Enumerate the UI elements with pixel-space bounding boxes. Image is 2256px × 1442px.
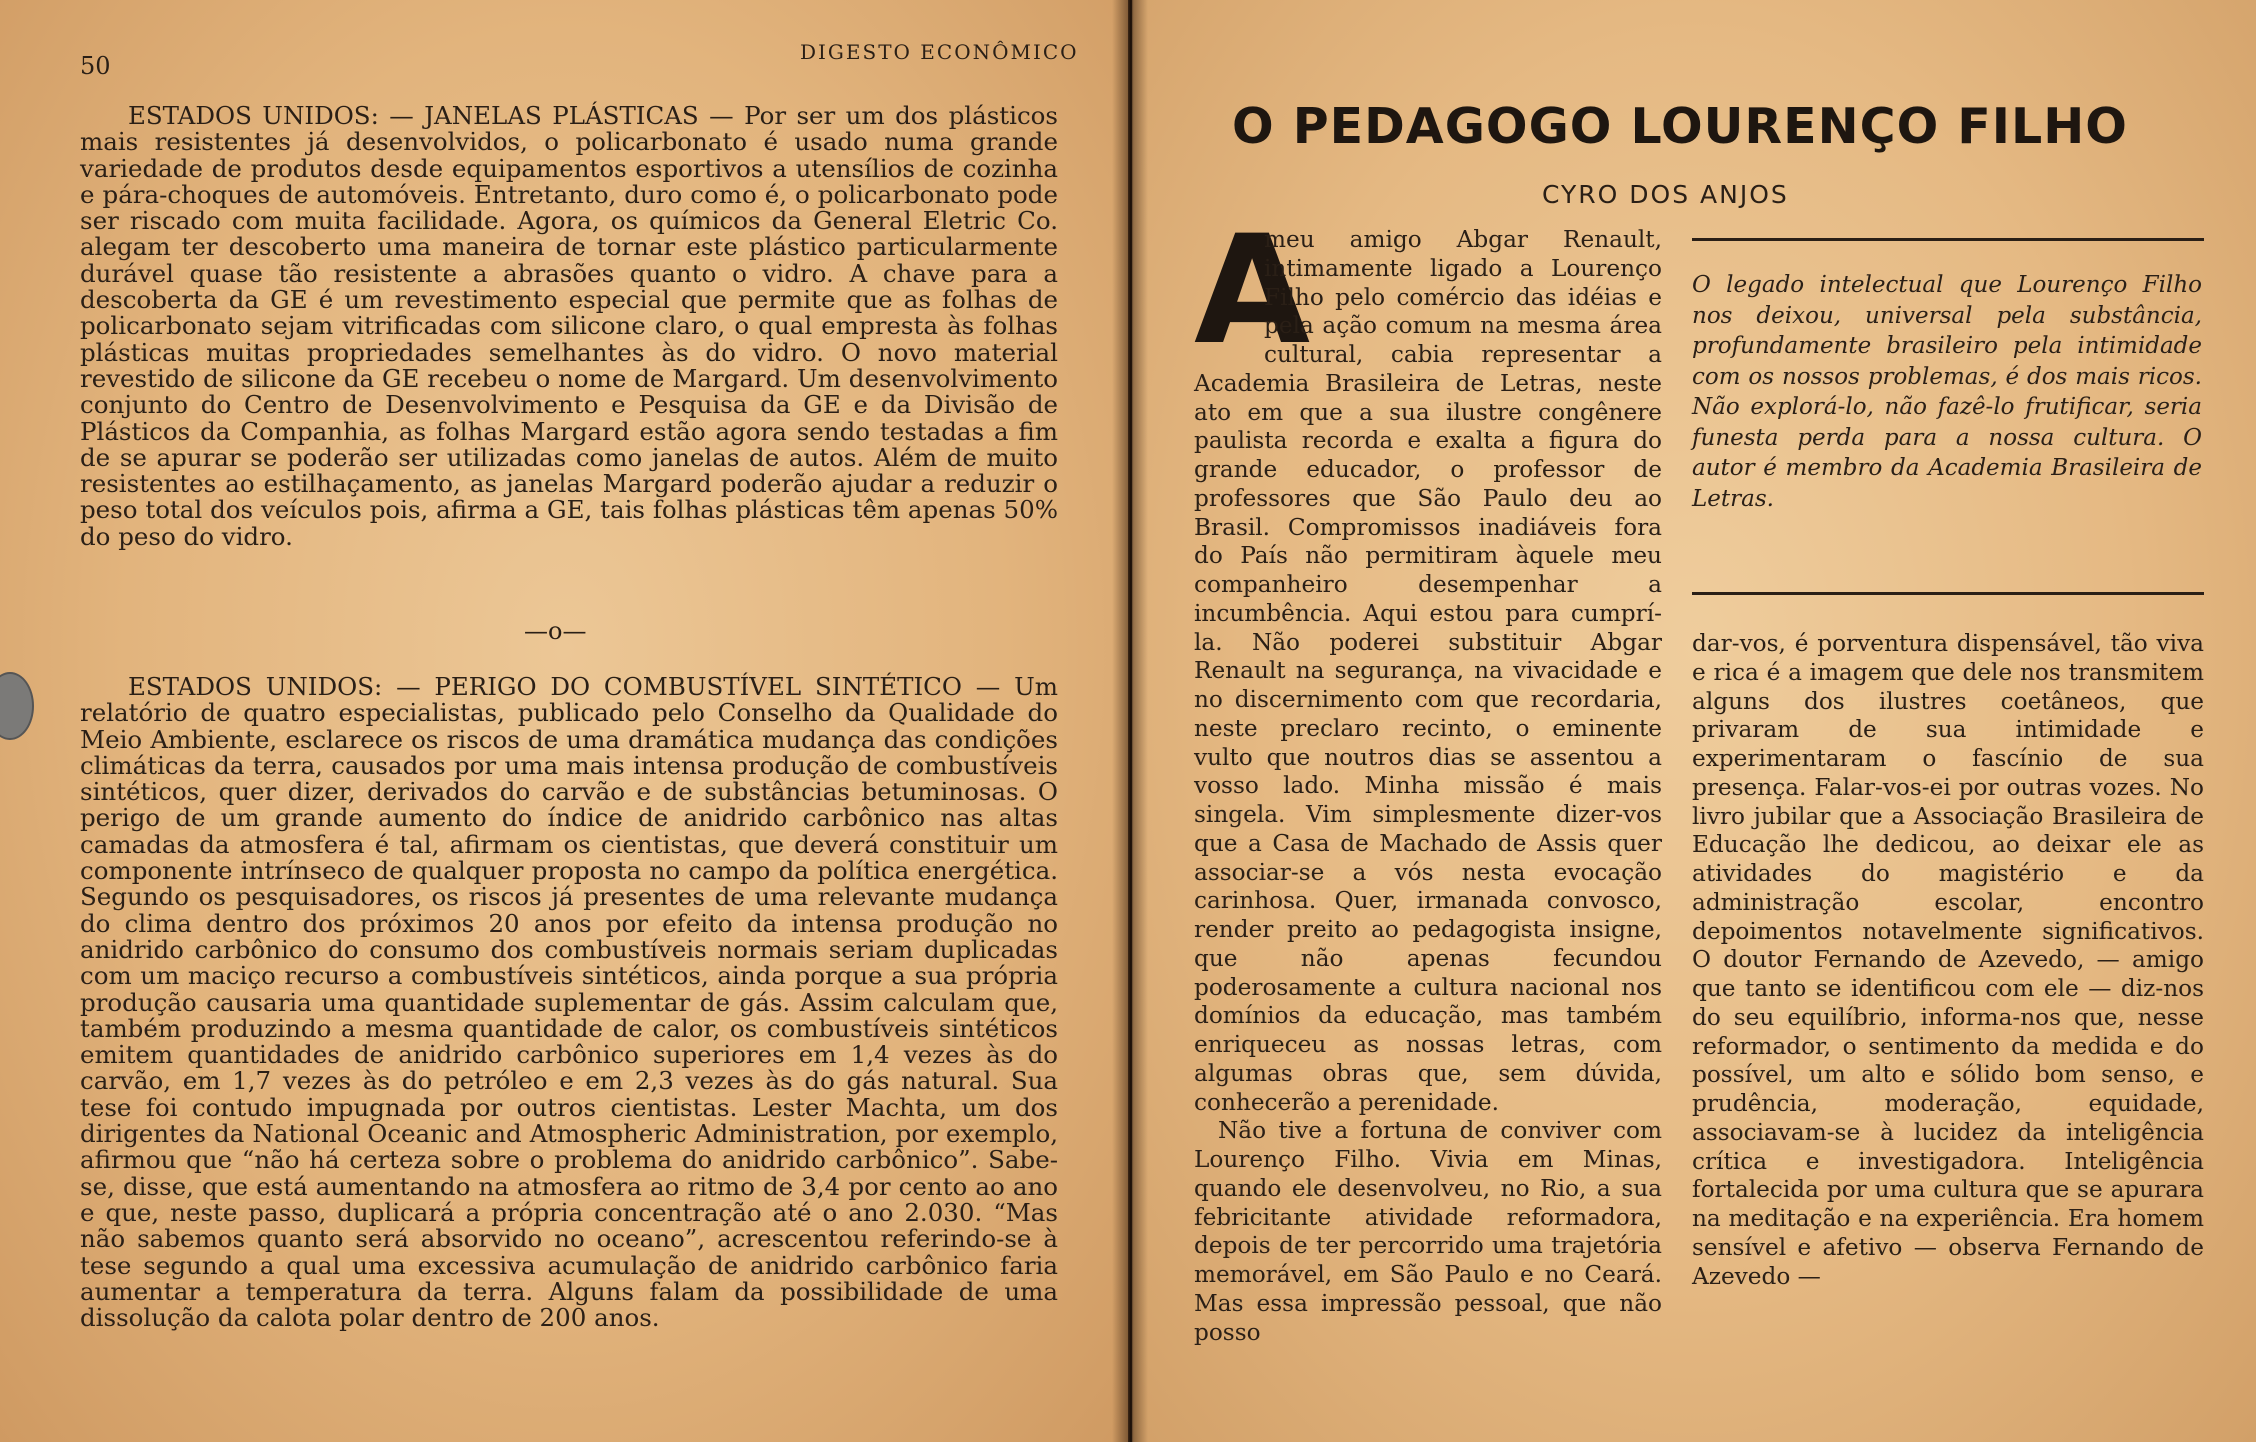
- article-author: CYRO DOS ANJOS: [1542, 180, 1789, 209]
- article-janelas-plasticas: ESTADOS UNIDOS: — JANELAS PLÁSTICAS — Por ser um dos plásticos mais resistentes já desenvolvidos, o policarbonato é usado numa grande variedade de produtos desde equipamentos esportivos a utensílios de cozinha e pára-choques de automóveis. Entretanto, duro como é, o policarbonato pode ser riscado com muita facilidade. Agora, os químicos da General Eletric Co. alegam ter descoberto uma maneira de tornar este plástico particularmente durável quase tão resistente a abrasões quanto o vidro. A chave para a descoberta da GE é um revestimento especial que permite que as folhas de policarbonato sejam vitrificadas com silicone claro, o qual empresta às folhas plásticas muitas propriedades semelhantes às do vidro. O novo material revestido de silicone da GE recebeu o nome de Margard. Um desenvolvimento conjunto do Centro de Desenvolvimento e Pesquisa da GE e da Divisão de Plásticos da Companhia, as folhas Margard estão agora sendo testadas a fim de se apurar se poderão ser utilizadas como janelas de autos. Além de muito resistentes ao estilhaçamento, as janelas Margard poderão ajudar a reduzir o peso total dos veículos pois, afirma a GE, tais folhas plásticas têm apenas 50% do peso do vidro.: [80, 101, 1058, 551]
- article-title: O PEDAGOGO LOURENÇO FILHO: [1232, 98, 2128, 155]
- article-combustivel-sintetico: ESTADOS UNIDOS: — PERIGO DO COMBUSTÍVEL SINTÉTICO — Um relatório de quatro especialistas, publicado pelo Conselho da Qualidade do Meio Ambiente, esclarece os riscos de uma dramática mudança das condições climáticas da terra, causados por uma mais intensa produção de combustíveis sintéticos, quer dizer, derivados do carvão e de substâncias betuminosas. O perigo de um grande aumento do índice de anidrido carbônico nas altas camadas da atmosfera é tal, afirmam os cientistas, que deverá constituir um componente intrínseco de qualquer proposta no campo da política energética. Segundo os pesquisadores, os riscos já presentes de uma relevante mudança do clima dentro dos próximos 20 anos por efeito da intensa produção no anidrido carbônico do consumo dos combustíveis normais seriam duplicadas com um maciço recurso a combustíveis sintéticos, ainda porque a sua própria produção causaria uma quantidade suplementar de gás. Assim calculam que, também produzindo a mesma quantidade de calor, os combustíveis sintéticos emitem quantidades de anidrido carbônico superiores em 1,4 vezes às do carvão, em 1,7 vezes às do petróleo e em 2,3 vezes às do gás natural. Sua tese foi contudo impugnada por outros cientistas. Lester Machta, um dos dirigentes da National Oceanic and Atmospheric Administration, por exemplo, afirmou que “não há certeza sobre o problema do anidrido carbônico”. Sabe-se, disse, que está aumentando na atmosfera ao ritmo de 3,4 por cento ao ano e que, neste passo, duplicará a própria concentração até o ano 2.030. “Mas não sabemos quanto será absorvido no oceano”, acrescentou referindo-se à tese segundo a qual uma excessiva acumulação de anidrido carbônico faria aumentar a temperatura da terra. Alguns falam da possibilidade de uma dissolução da calota polar dentro de 200 anos.: [80, 672, 1058, 1333]
- binding-hole: [0, 672, 34, 740]
- right-page: [1132, 0, 2256, 1442]
- paragraph: dar-vos, é porventura dispensável, tão viva e rica é a imagem que dele nos transmitem alguns dos ilustres coetâneos, que privaram de sua intimidade e experimentaram o fascínio de sua presença. Falar-vos-ei por outras vozes. No livro jubilar que a Associação Brasileira de Educação lhe dedicou, ao deixar ele as atividades do magistério e da administração escolar, encontro depoimentos notavelmente significativos. O doutor Fernando de Azevedo, — amigo que tanto se identificou com ele — diz-nos do seu equilíbrio, informa-nos que, nesse reformador, o sentimento da medida e do possível, um alto e sólido bom senso, e prudência, moderação, equidade, associavam-se à lucidez da inteligência crítica e investigadora. Inteligência fortalecida por uma cultura que se apurara na meditação e na experiência. Era homem sensível e afetivo — observa Fernando de Azevedo —: [1692, 630, 2204, 1290]
- abstract-bottom-rule: [1692, 592, 2204, 595]
- section-separator: —o—: [524, 617, 587, 645]
- book-gutter: [1112, 0, 1148, 1442]
- paragraph: Não tive a fortuna de conviver com Lourenço Filho. Vivia em Minas, quando ele desenvolveu, no Rio, a sua febricitante atividade reformadora, depois de ter percorrido uma trajetória memorável, em São Paulo e no Ceará. Mas essa impressão pessoal, que não posso: [1194, 1117, 1662, 1346]
- running-head: DIGESTO ECONÔMICO: [800, 40, 1079, 64]
- drop-cap: A: [1194, 204, 1311, 378]
- page-number: 50: [80, 52, 111, 80]
- paragraph: meu amigo Abgar Renault, intimamente ligado a Lourenço Filho pelo comércio das idéias e pela ação comum na mesma área cultural, cabia representar a Academia Brasileira de Letras, neste ato em que a sua ilustre congênere paulista recorda e exalta a figura do grande educador, o professor de professores que São Paulo deu ao Brasil. Compromissos inadiáveis fora do País não permitiram àquele meu companheiro desempenhar a incumbência. Aqui estou para cumprí-la. Não poderei substituir Abgar Renault na segurança, na vivacidade e no discernimento com que recordaria, neste preclaro recinto, o eminente vulto que noutros dias se assentou a vosso lado. Minha missão é mais singela. Vim simplesmente dizer-vos que a Casa de Machado de Assis quer associar-se a vós nesta evocação carinhosa. Quer, irmanada convosco, render preito ao pedagogista insigne, que não apenas fecundou poderosamente a cultura nacional nos domínios da educação, mas também enriqueceu as nossas letras, com algumas obras que, sem dúvida, conhecerão a perenidade.: [1194, 226, 1662, 1116]
- article-abstract: O legado intelectual que Lourenço Filho nos deixou, universal pela substância, profundamente brasileiro pela intimidade com os nossos problemas, é dos mais ricos. Não explorá-lo, não fazê-lo frutificar, seria funesta perda para a nossa cultura. O autor é membro da Academia Brasileira de Letras.: [1692, 272, 2202, 512]
- abstract-top-rule: [1692, 238, 2204, 241]
- text-column-2: [1692, 630, 2204, 1291]
- text-column-1: [1194, 204, 1662, 1347]
